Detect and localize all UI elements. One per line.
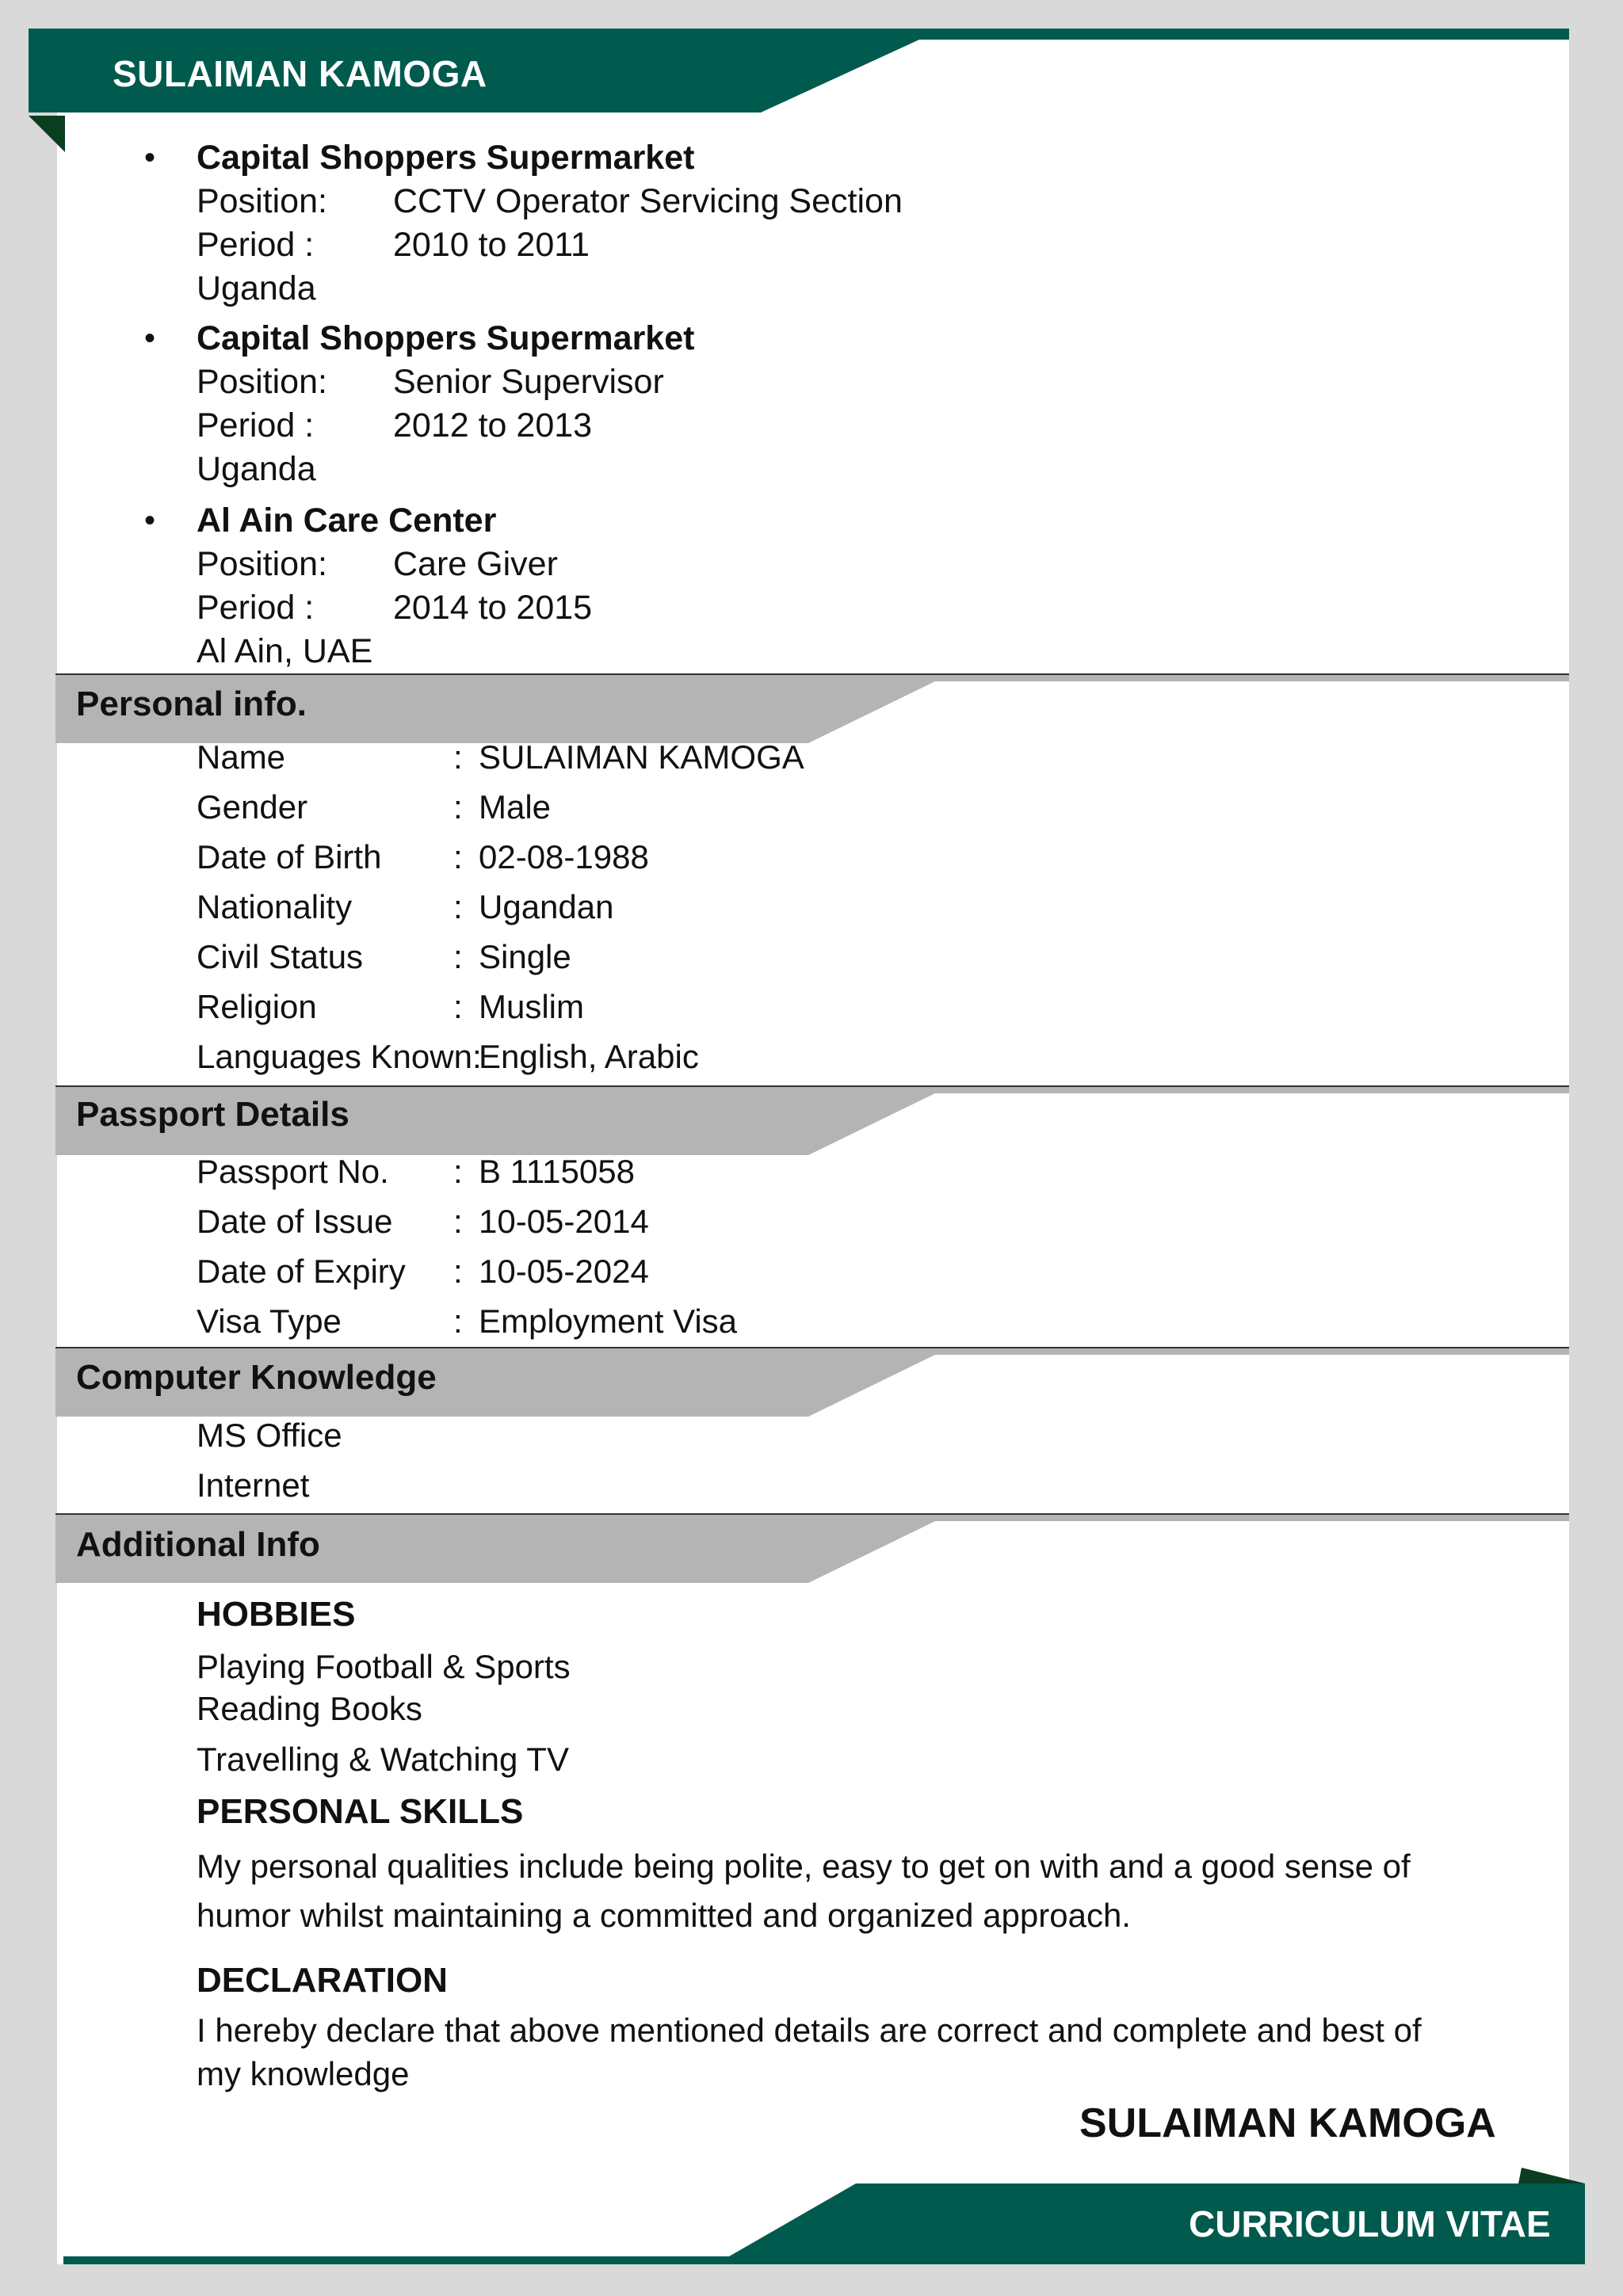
period-label: Period :	[197, 226, 315, 264]
passport-value: 10-05-2024	[479, 1253, 649, 1290]
footer-title: CURRICULUM VITAE	[1189, 2203, 1551, 2245]
skills-heading: PERSONAL SKILLS	[197, 1792, 524, 1831]
experience-company: Capital Shoppers Supermarket	[197, 319, 695, 357]
colon: :	[453, 1203, 463, 1240]
declaration-heading: DECLARATION	[197, 1961, 448, 2000]
info-value: Male	[479, 788, 552, 826]
info-label: Name	[197, 738, 286, 776]
section-title-computer: Computer Knowledge	[76, 1358, 437, 1397]
passport-value: 10-05-2014	[479, 1203, 649, 1240]
computer-skill: Internet	[197, 1466, 310, 1504]
colon: :	[453, 1253, 463, 1290]
info-value: SULAIMAN KAMOGA	[479, 738, 804, 776]
info-value: English, Arabic	[479, 1038, 699, 1075]
colon: :	[453, 838, 463, 875]
section-title-passport: Passport Details	[76, 1095, 349, 1134]
position-label: Position:	[197, 545, 327, 583]
computer-skill: MS Office	[197, 1417, 342, 1454]
info-label: Gender	[197, 788, 308, 826]
passport-value: B 1115058	[479, 1153, 635, 1190]
position-value: Care Giver	[393, 545, 558, 583]
header-corner-fold	[29, 116, 68, 155]
info-label: Civil Status	[197, 938, 364, 975]
position-label: Position:	[197, 363, 327, 401]
period-label: Period :	[197, 406, 315, 444]
colon: :	[453, 1302, 463, 1340]
hobby-item: Travelling & Watching TV	[197, 1741, 569, 1778]
colon: :	[453, 938, 463, 975]
colon: :	[453, 988, 463, 1025]
position-value: Senior Supervisor	[393, 363, 664, 401]
period-value: 2014 to 2015	[393, 589, 593, 627]
hobbies-heading: HOBBIES	[197, 1595, 356, 1634]
info-value: 02-08-1988	[479, 838, 649, 875]
info-value: Single	[479, 938, 571, 975]
info-label: Languages Known:	[197, 1038, 482, 1075]
info-label: Nationality	[197, 888, 353, 925]
experience-company: Al Ain Care Center	[197, 502, 497, 540]
passport-label: Visa Type	[197, 1302, 342, 1340]
colon: :	[453, 888, 463, 925]
location: Uganda	[197, 450, 316, 488]
bullet: •	[144, 321, 156, 356]
info-value: Ugandan	[479, 888, 614, 925]
passport-label: Date of Issue	[197, 1203, 393, 1240]
info-label: Religion	[197, 988, 317, 1025]
period-value: 2010 to 2011	[393, 226, 590, 264]
signature-name: SULAIMAN KAMOGA	[1079, 2100, 1496, 2146]
passport-label: Date of Expiry	[197, 1253, 406, 1290]
info-label: Date of Birth	[197, 838, 382, 875]
declaration-text: I hereby declare that above mentioned details are correct and complete and best of my knowledge	[197, 2012, 1422, 2092]
header-name: SULAIMAN KAMOGA	[113, 53, 487, 94]
position-label: Position:	[197, 182, 327, 220]
section-title-additional: Additional Info	[76, 1525, 320, 1564]
location: Uganda	[197, 269, 316, 307]
location: Al Ain, UAE	[197, 632, 373, 670]
hobby-item: Reading Books	[197, 1690, 422, 1727]
period-label: Period :	[197, 589, 315, 627]
bullet: •	[144, 503, 156, 538]
passport-value: Employment Visa	[479, 1302, 738, 1340]
colon: :	[453, 1153, 463, 1190]
section-title-personal: Personal info.	[76, 685, 307, 723]
passport-label: Passport No.	[197, 1153, 389, 1190]
bullet: •	[144, 140, 156, 175]
info-value: Muslim	[479, 988, 584, 1025]
period-value: 2012 to 2013	[393, 406, 593, 444]
experience-company: Capital Shoppers Supermarket	[197, 139, 695, 177]
position-value: CCTV Operator Servicing Section	[393, 182, 903, 220]
colon: :	[453, 738, 463, 776]
hobby-item: Playing Football & Sports	[197, 1648, 571, 1685]
colon: :	[453, 788, 463, 826]
skills-text: My personal qualities include being polite, easy to get on with and a good sense of humor whilst maintaining a committed and organized approach.	[197, 1848, 1411, 1934]
